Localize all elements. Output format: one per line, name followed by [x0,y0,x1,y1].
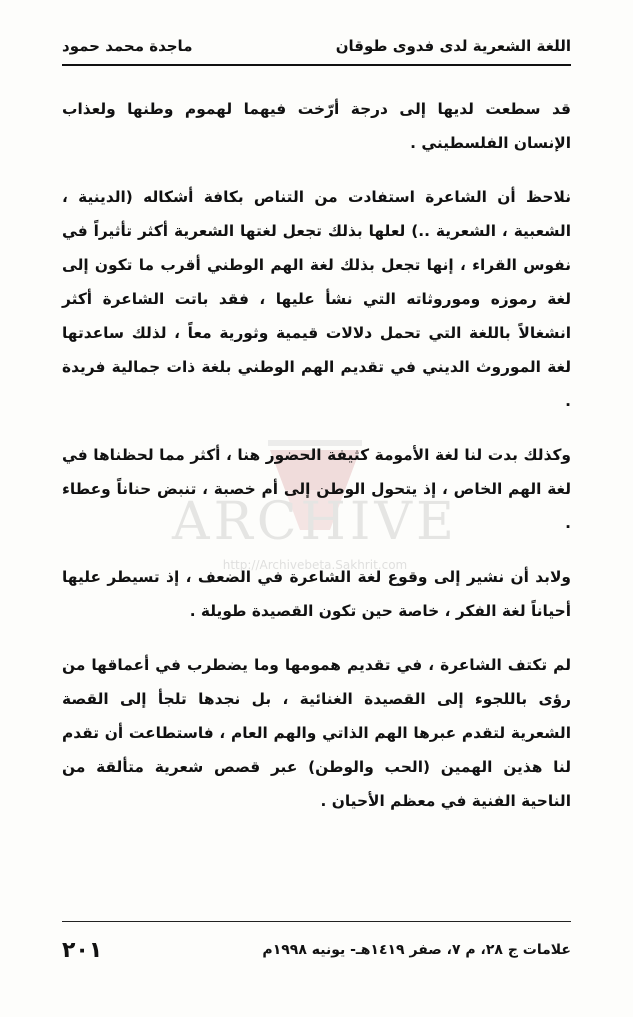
header-divider [62,64,571,66]
watermark-url: http://Archivebeta.Sakhrit.com [222,558,408,572]
page-footer [62,930,571,970]
page-number: ٢٠١ [62,937,103,963]
journal-issue-info: علامات ج ٢٨، م ٧، صفر ١٤١٩هـ- يونيه ١٩٩٨م [262,942,571,958]
watermark-text: ARCHIVE [172,492,458,552]
footer-divider [62,921,571,922]
author-name: ماجدة محمد حمود [62,37,193,55]
book-title: اللغة الشعرية لدى فدوى طوقان [335,37,571,55]
running-header [62,30,571,62]
paragraph: ولابد أن نشير إلى وقوع لغة الشاعرة في الضعف ، إذ تسيطر عليها أحياناً لغة الفكر ، خاصة حين تكون القصيدة طويلة . [62,568,571,620]
paragraph: وكذلك بدت لنا لغة الأمومة كثيفة الحضور هنا ، أكثر مما لحظناها في لغة الهم الخاص ، إذ يتحول الوطن إلى أم خصبة ، تنبض حناناً وعطاء . [62,446,571,532]
body-text [62,92,571,838]
paragraph: قد سطعت لديها إلى درجة أرّخت فيهما لهموم وطنها ولعذاب الإنسان الفلسطيني . [62,100,571,152]
paragraph: نلاحظ أن الشاعرة استفادت من التناص بكافة أشكاله (الدينية ، الشعبية ، الشعرية ..) لعلها بذلك تجعل لغتها الشعرية أكثر تأثيراً في نفوس القراء ، إنها تجعل بذلك لغة الهم الوطني أقرب ما تكون إلى لغة رموزه وموروثاته التي نشأ عليها ، فقد باتت الشاعرة أكثر انشغالاً باللغة التي تحمل دلالات قيمية وثورية معاً ، لذلك ساعدتها لغة الموروث الديني في تقديم الهم الوطني بلغة ذات جمالية فريدة . [62,188,571,410]
paragraph: لم تكتف الشاعرة ، في تقديم همومها وما يضطرب في أعماقها من رؤى باللجوء إلى القصيدة الغنائية ، بل نجدها تلجأ إلى القصة الشعرية لتقدم عبرها الهم الذاتي والهم العام ، فاستطاعت أن تقدم لنا هذين الهمين (الحب والوطن) عبر قصص شعرية متألقة من الناحية الفنية في معظم الأحيان . [62,656,571,810]
